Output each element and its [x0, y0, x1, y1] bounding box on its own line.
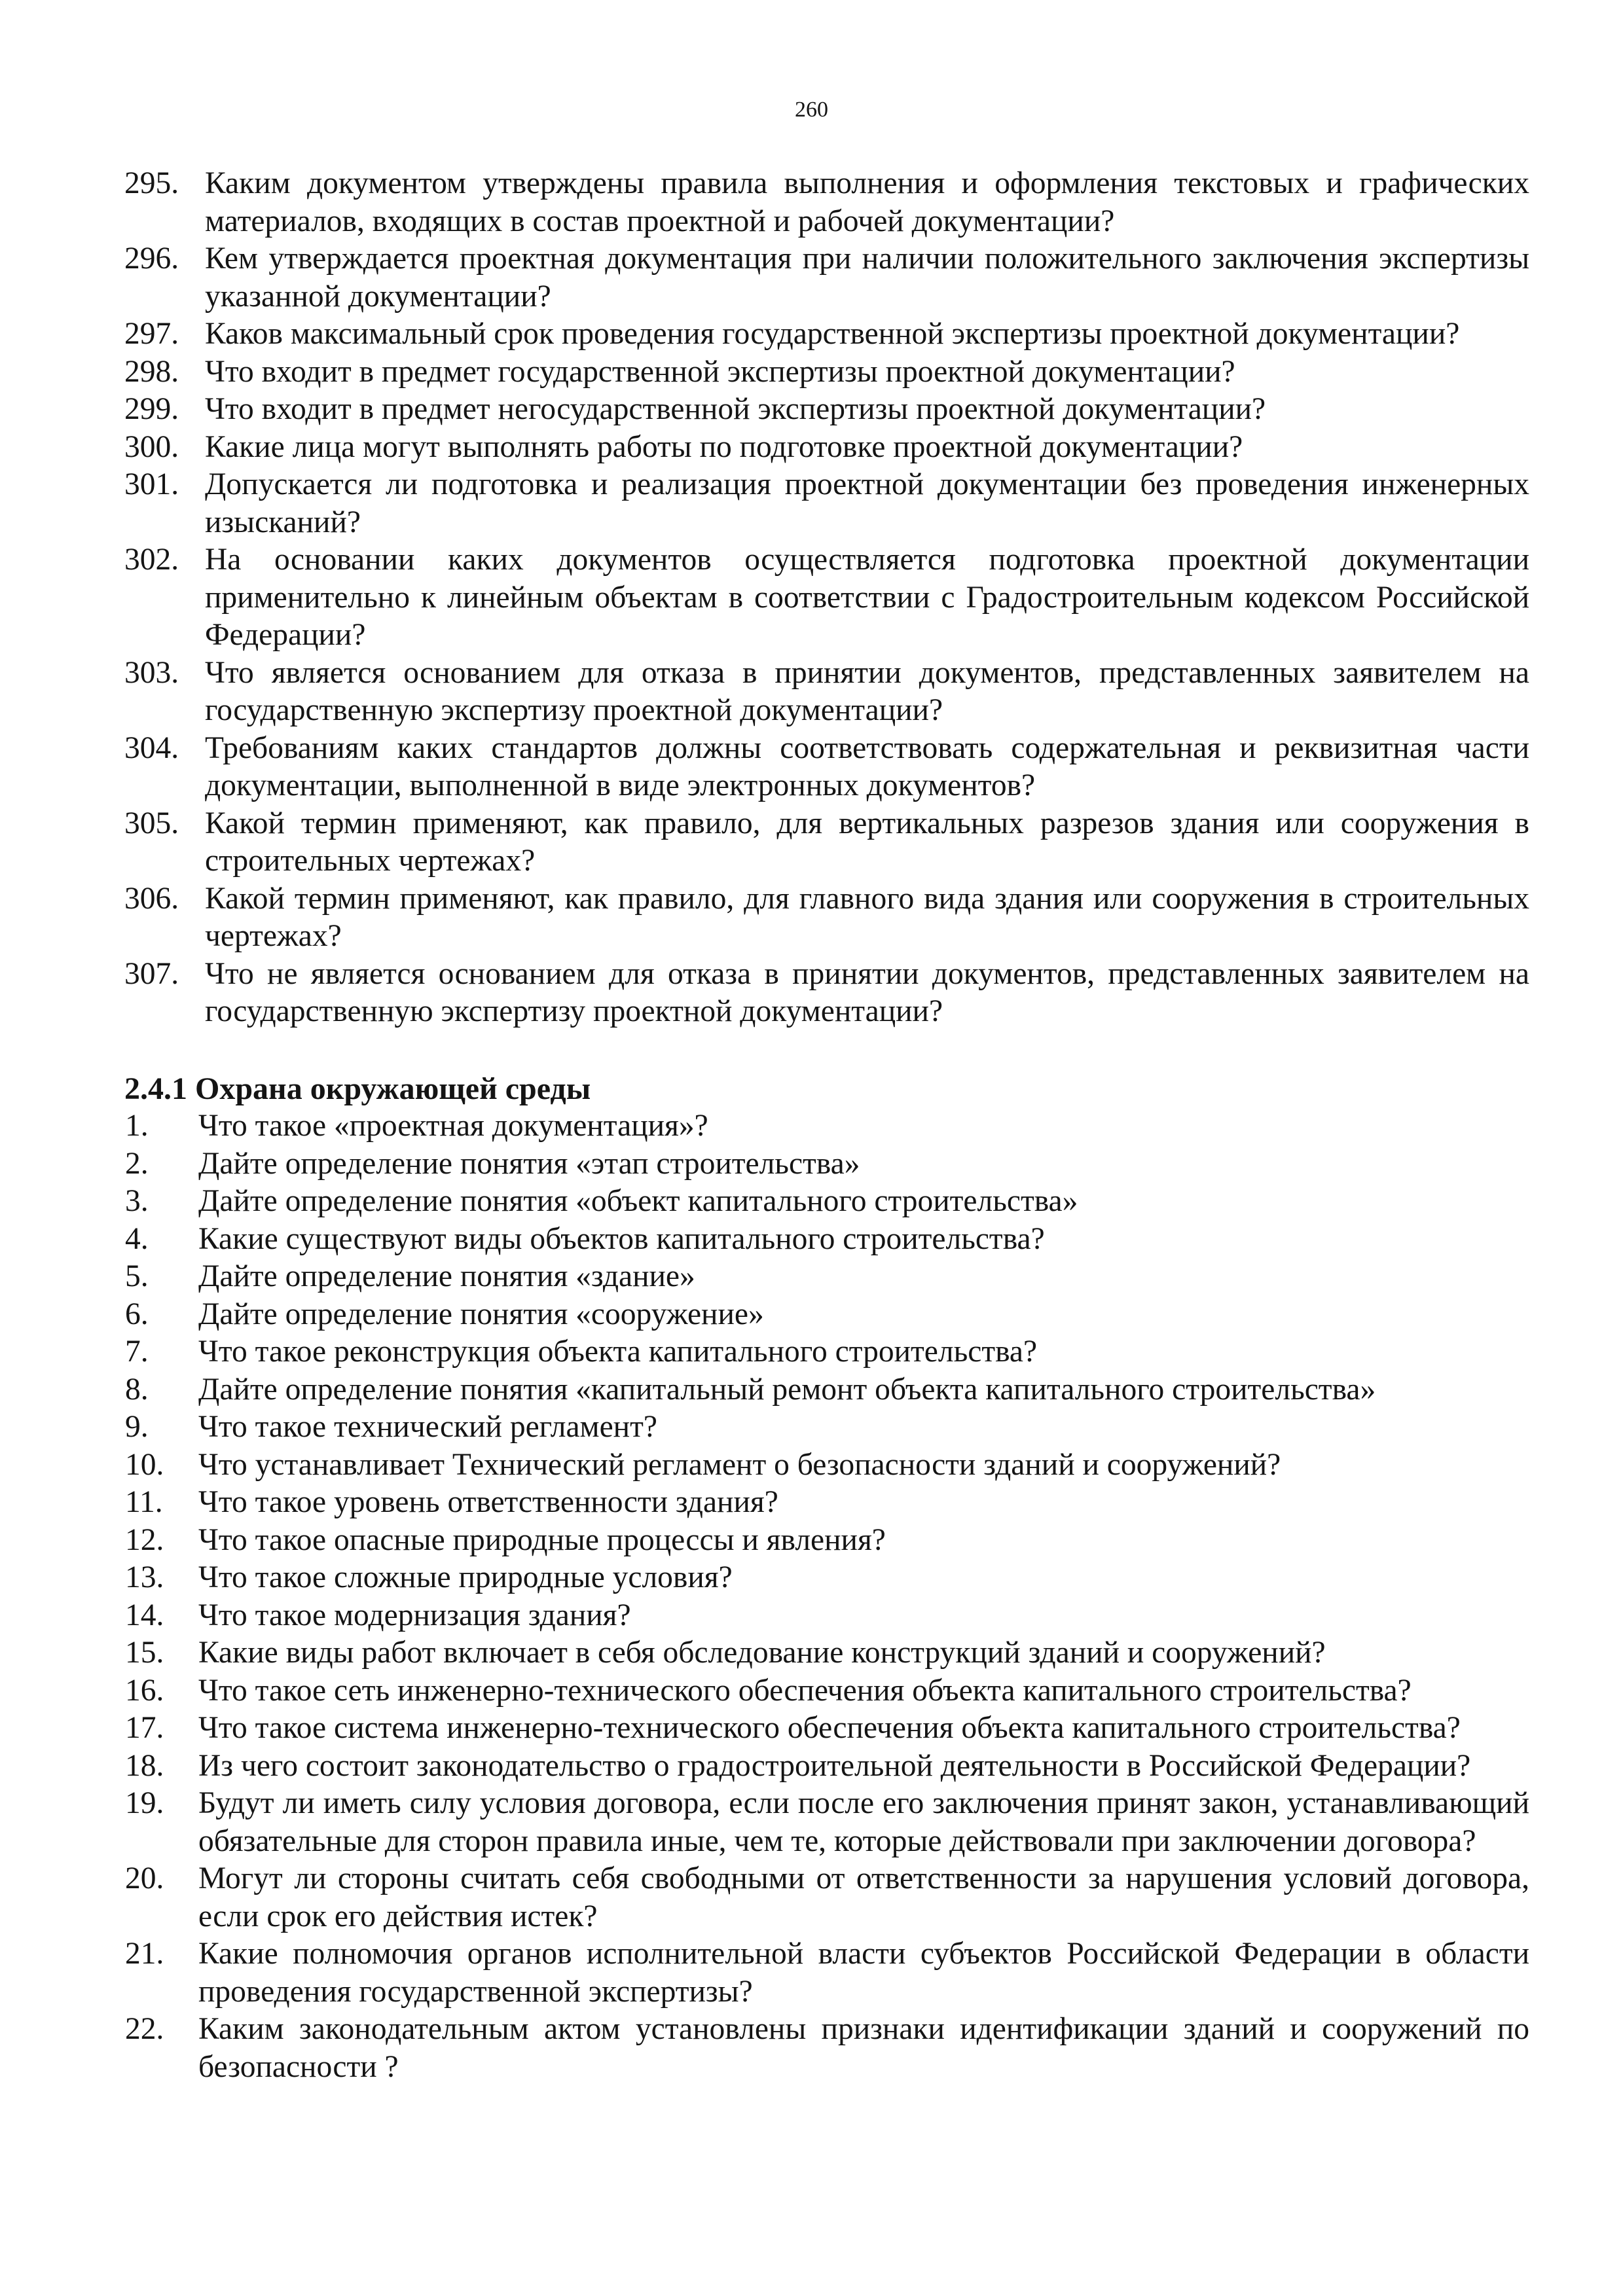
list-item: [124, 730, 1529, 805]
item-text: Что такое опасные природные процессы и явления?: [198, 1522, 886, 1557]
item-text: Что является основанием для отказа в принятии документов, представленных заявителем на государственную экспертизу проектной документации?: [205, 655, 1529, 727]
item-number: 301.: [124, 467, 179, 501]
list-item: [124, 956, 1529, 1031]
item-number: 7.: [125, 1335, 149, 1369]
item-number: 15.: [125, 1636, 164, 1670]
item-number: 14.: [125, 1598, 164, 1632]
item-number: 4.: [125, 1221, 149, 1256]
list-item: [124, 541, 1529, 655]
item-number: 299.: [124, 392, 179, 426]
item-number: 9.: [125, 1410, 149, 1444]
item-number: 18.: [125, 1748, 164, 1783]
item-number: 20.: [125, 1861, 164, 1895]
item-number: 11.: [125, 1485, 163, 1519]
item-text: Какие виды работ включает в себя обследование конструкций зданий и сооружений?: [198, 1636, 1326, 1670]
list-item: [124, 880, 1529, 956]
item-number: 17.: [125, 1711, 164, 1745]
item-text: Что входит в предмет негосударственной экспертизы проектной документации?: [205, 392, 1266, 426]
item-text: Какой термин применяют, как правило, для главного вида здания или сооружения в строительных чертежах?: [205, 881, 1529, 953]
item-number: 307.: [124, 956, 179, 991]
item-number: 5.: [125, 1259, 149, 1293]
item-text: Каков максимальный срок проведения государственной экспертизы проектной документации?: [205, 317, 1460, 351]
item-text: Дайте определение понятия «сооружение»: [198, 1297, 764, 1331]
item-number: 13.: [125, 1560, 164, 1594]
list-item: [124, 2011, 1529, 2086]
list-item: [124, 165, 1529, 240]
item-text: Что не является основанием для отказа в принятии документов, представленных заявителем на государственную экспертизу проектной документации?: [205, 956, 1529, 1028]
list-item: [124, 1710, 1529, 1748]
list-item: [124, 1145, 1529, 1183]
item-number: 300.: [124, 429, 179, 464]
list-item: [124, 1107, 1529, 1145]
item-text: Могут ли стороны считать себя свободными от ответственности за нарушения условий договора, если срок его действия истек?: [198, 1861, 1529, 1933]
list-item: [124, 1296, 1529, 1334]
item-number: 21.: [125, 1937, 164, 1971]
item-text: Что такое сеть инженерно-технического обеспечения объекта капитального строительства?: [198, 1673, 1412, 1708]
list-item: [124, 1183, 1529, 1221]
item-number: 2.: [125, 1146, 149, 1181]
item-number: 295.: [124, 166, 179, 200]
item-text: Дайте определение понятия «капитальный ремонт объекта капитального строительства»: [198, 1372, 1376, 1407]
item-text: Требованиям каких стандартов должны соответствовать содержательная и реквизитная части документации, выполненной в виде электронных документов?: [205, 730, 1529, 802]
list-item: [124, 1221, 1529, 1259]
list-item: [124, 1559, 1529, 1597]
item-number: 6.: [125, 1297, 149, 1331]
item-text: Что такое «проектная документация»?: [198, 1109, 708, 1143]
item-text: Кем утверждается проектная документация при наличии положительного заключения экспертизы указанной документации?: [205, 242, 1529, 314]
item-text: Дайте определение понятия «объект капитального строительства»: [198, 1184, 1078, 1218]
item-text: Дайте определение понятия «здание»: [198, 1259, 695, 1293]
list-item: [124, 1408, 1529, 1446]
item-number: 296.: [124, 242, 179, 276]
item-number: 303.: [124, 655, 179, 690]
item-number: 16.: [125, 1673, 164, 1708]
list-item: [124, 240, 1529, 315]
item-number: 10.: [125, 1447, 164, 1482]
list-item: [124, 353, 1529, 391]
item-text: Будут ли иметь силу условия договора, если после его заключения принят закон, устанавливающий обязательные для сторон правила иные, чем те, которые действовали при заключении договора?: [198, 1786, 1529, 1858]
item-text: Что такое уровень ответственности здания?: [198, 1485, 778, 1519]
list-item: [124, 655, 1529, 730]
item-number: 302.: [124, 543, 179, 577]
item-text: Что такое система инженерно-технического обеспечения объекта капитального строительства?: [198, 1711, 1461, 1745]
list-item: [124, 466, 1529, 541]
list-item: [124, 429, 1529, 467]
item-number: 12.: [125, 1522, 164, 1557]
section-heading: 2.4.1 Охрана окружающей среды: [124, 1071, 591, 1106]
list-item: [124, 315, 1529, 353]
item-text: Допускается ли подготовка и реализация проектной документации без проведения инженерных изысканий?: [205, 467, 1529, 539]
question-list-environment: [124, 1107, 1529, 2086]
list-item: [124, 1371, 1529, 1409]
item-text: Что такое модернизация здания?: [198, 1598, 631, 1632]
item-number: 297.: [124, 317, 179, 351]
list-item: [124, 1522, 1529, 1560]
list-item: [124, 1333, 1529, 1371]
item-text: Какие полномочия органов исполнительной власти субъектов Российской Федерации в области проведения государственной экспертизы?: [198, 1937, 1529, 2009]
list-item: [124, 1634, 1529, 1672]
item-text: Какой термин применяют, как правило, для вертикальных разрезов здания или сооружения в строительных чертежах?: [205, 806, 1529, 878]
item-text: Что такое реконструкция объекта капитального строительства?: [198, 1335, 1038, 1369]
list-item: [124, 1748, 1529, 1785]
item-number: 306.: [124, 881, 179, 916]
item-text: Что такое технический регламент?: [198, 1410, 657, 1444]
list-item: [124, 1258, 1529, 1296]
list-item: [124, 1935, 1529, 2011]
question-list-continued: [124, 165, 1529, 1031]
list-item: [124, 1484, 1529, 1522]
item-text: Что такое сложные природные условия?: [198, 1560, 733, 1594]
page-number: 260: [795, 98, 828, 122]
list-item: [124, 1860, 1529, 1935]
item-text: Дайте определение понятия «этап строительства»: [198, 1146, 860, 1181]
item-text: Что устанавливает Технический регламент о безопасности зданий и сооружений?: [198, 1447, 1281, 1482]
item-number: 22.: [125, 2012, 164, 2046]
item-text: Что входит в предмет государственной экспертизы проектной документации?: [205, 354, 1235, 389]
list-item: [124, 1597, 1529, 1635]
item-number: 3.: [125, 1184, 149, 1218]
item-number: 1.: [125, 1109, 149, 1143]
item-number: 298.: [124, 354, 179, 389]
list-item: [124, 1446, 1529, 1484]
list-item: [124, 391, 1529, 429]
list-item: [124, 1672, 1529, 1710]
item-text: На основании каких документов осуществляется подготовка проектной документации применительно к линейным объектам в соответствии с Градостроительным кодексом Российской Федерации?: [205, 543, 1529, 652]
item-text: Каким документом утверждены правила выполнения и оформления текстовых и графических материалов, входящих в состав проектной и рабочей документации?: [205, 166, 1529, 238]
item-number: 304.: [124, 730, 179, 765]
item-number: 19.: [125, 1786, 164, 1820]
item-text: Каким законодательным актом установлены признаки идентификации зданий и сооружений по безопасности ?: [198, 2012, 1529, 2084]
item-number: 305.: [124, 806, 179, 840]
list-item: [124, 805, 1529, 880]
item-number: 8.: [125, 1372, 149, 1407]
list-item: [124, 1785, 1529, 1860]
item-text: Какие существуют виды объектов капитального строительства?: [198, 1221, 1045, 1256]
item-text: Из чего состоит законодательство о градостроительной деятельности в Российской Федерации?: [198, 1748, 1471, 1783]
page-content: [124, 165, 1529, 2086]
item-text: Какие лица могут выполнять работы по подготовке проектной документации?: [205, 429, 1243, 464]
